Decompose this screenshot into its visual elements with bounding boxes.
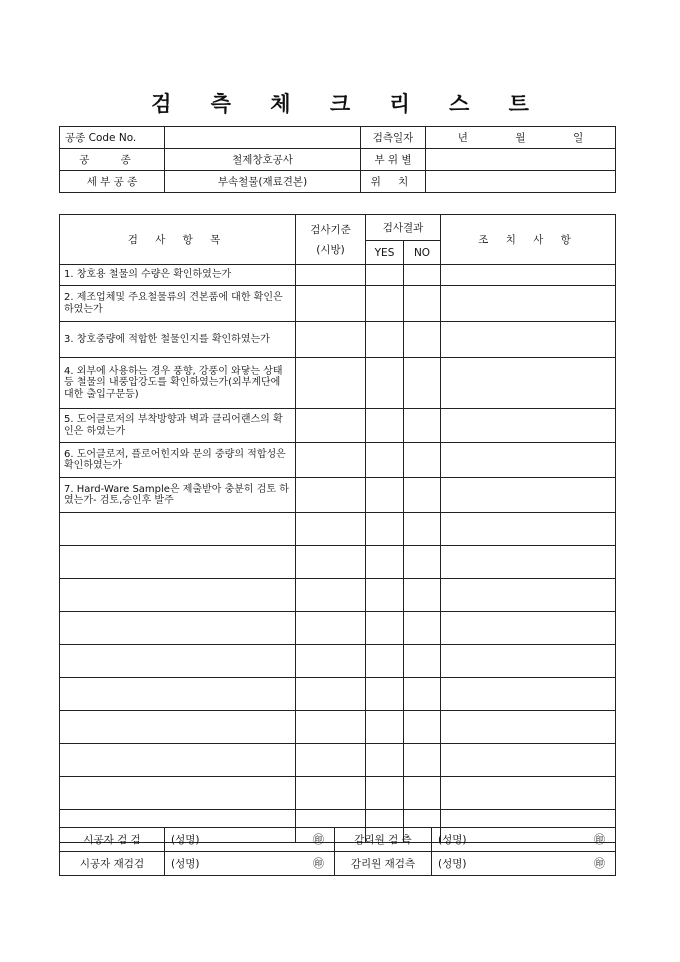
- inspection-date-label: 검측일자: [361, 127, 426, 149]
- yes-cell[interactable]: [366, 612, 404, 645]
- action-cell[interactable]: [441, 358, 616, 409]
- supervisor-reinspect-label: 감리원 재검측: [335, 852, 432, 876]
- no-cell[interactable]: [404, 711, 441, 744]
- check-item-4: 4. 외부에 사용하는 경우 풍향, 강풍이 와닿는 상태등 철물의 내풍압강도를 확인하였는가(외부계단에 대한 출입구문등): [60, 358, 296, 409]
- standard-cell[interactable]: [296, 546, 366, 579]
- table-row: [60, 409, 616, 443]
- no-cell[interactable]: [404, 286, 441, 322]
- item-cell[interactable]: [60, 711, 296, 744]
- action-cell[interactable]: [441, 612, 616, 645]
- supervisor-inspect-sign[interactable]: [432, 828, 616, 852]
- info-table: [59, 126, 616, 193]
- table-row: [60, 443, 616, 478]
- action-cell[interactable]: [441, 777, 616, 810]
- action-cell[interactable]: [441, 513, 616, 546]
- standard-cell[interactable]: [296, 579, 366, 612]
- no-cell[interactable]: [404, 777, 441, 810]
- detail-trade-label: 세 부 공 종: [60, 171, 165, 193]
- standard-cell[interactable]: [296, 358, 366, 409]
- name-placeholder: (성명): [438, 833, 467, 846]
- seal-icon: ㊞: [313, 832, 324, 846]
- work-code-label: 공종 Code No.: [60, 127, 165, 149]
- yes-cell[interactable]: [366, 358, 404, 409]
- no-cell[interactable]: [404, 612, 441, 645]
- check-item-1: 1. 창호용 철물의 수량은 확인하였는가: [60, 265, 296, 286]
- action-cell[interactable]: [441, 711, 616, 744]
- no-cell[interactable]: [404, 322, 441, 358]
- seal-icon: ㊞: [594, 856, 605, 870]
- check-item-7: 7. Hard-Ware Sample은 제출받아 충분히 검토 하였는가- 검토,승인후 발주: [60, 478, 296, 513]
- inspection-date-value[interactable]: [426, 127, 616, 149]
- standard-cell[interactable]: [296, 478, 366, 513]
- no-cell[interactable]: [404, 744, 441, 777]
- yes-cell[interactable]: [366, 711, 404, 744]
- action-cell[interactable]: [441, 265, 616, 286]
- check-item-5: 5. 도어클로저의 부착방향과 벽과 클리어랜스의 확인은 하였는가: [60, 409, 296, 443]
- name-placeholder: (성명): [171, 857, 200, 870]
- yes-cell[interactable]: [366, 777, 404, 810]
- detail-trade-value[interactable]: 부속철물(재료견본): [165, 171, 361, 193]
- header-yes: YES: [366, 241, 404, 265]
- standard-cell[interactable]: [296, 777, 366, 810]
- date-day: 일: [573, 131, 584, 144]
- standard-cell[interactable]: [296, 286, 366, 322]
- table-row: [60, 744, 616, 777]
- item-cell[interactable]: [60, 777, 296, 810]
- yes-cell[interactable]: [366, 478, 404, 513]
- supervisor-reinspect-sign[interactable]: [432, 852, 616, 876]
- table-row: [60, 678, 616, 711]
- seal-icon: ㊞: [313, 856, 324, 870]
- table-row: [60, 645, 616, 678]
- standard-cell[interactable]: [296, 711, 366, 744]
- date-month: 월: [515, 131, 526, 144]
- name-placeholder: (성명): [171, 833, 200, 846]
- name-placeholder: (성명): [438, 857, 467, 870]
- check-item-2: 2. 제조업체및 주요철물류의 견본품에 대한 확인은 하였는가: [60, 286, 296, 322]
- standard-cell[interactable]: [296, 265, 366, 286]
- yes-cell[interactable]: [366, 546, 404, 579]
- trade-value[interactable]: 철제창호공사: [165, 149, 361, 171]
- action-cell[interactable]: [441, 744, 616, 777]
- standard-cell[interactable]: [296, 612, 366, 645]
- no-cell[interactable]: [404, 546, 441, 579]
- seal-icon: ㊞: [594, 832, 605, 846]
- action-cell[interactable]: [441, 443, 616, 478]
- yes-cell[interactable]: [366, 409, 404, 443]
- no-cell[interactable]: [404, 443, 441, 478]
- item-cell[interactable]: [60, 678, 296, 711]
- item-cell[interactable]: [60, 645, 296, 678]
- contractor-reinspect-sign[interactable]: [165, 852, 335, 876]
- work-code-value[interactable]: [165, 127, 361, 149]
- no-cell[interactable]: [404, 409, 441, 443]
- item-cell[interactable]: [60, 513, 296, 546]
- no-cell[interactable]: [404, 478, 441, 513]
- table-row: [60, 286, 616, 322]
- standard-cell[interactable]: [296, 443, 366, 478]
- action-cell[interactable]: [441, 645, 616, 678]
- action-cell[interactable]: [441, 409, 616, 443]
- position-label: 위 치: [361, 171, 426, 193]
- table-row: [60, 546, 616, 579]
- trade-label: 공 종: [60, 149, 165, 171]
- check-item-3: 3. 창호중량에 적합한 철물인지를 확인하였는가: [60, 322, 296, 358]
- header-standard-sub: (시방): [316, 243, 345, 256]
- action-cell[interactable]: [441, 678, 616, 711]
- standard-cell[interactable]: [296, 645, 366, 678]
- yes-cell[interactable]: [366, 286, 404, 322]
- checklist-table: [59, 214, 616, 843]
- header-no: NO: [404, 241, 441, 265]
- no-cell[interactable]: [404, 513, 441, 546]
- table-row: [60, 711, 616, 744]
- standard-cell[interactable]: [296, 744, 366, 777]
- action-cell[interactable]: [441, 579, 616, 612]
- contractor-inspect-sign[interactable]: [165, 828, 335, 852]
- item-cell[interactable]: [60, 744, 296, 777]
- no-cell[interactable]: [404, 358, 441, 409]
- table-row: [60, 579, 616, 612]
- contractor-inspect-label: 시공자 검 검: [60, 828, 165, 852]
- no-cell[interactable]: [404, 579, 441, 612]
- header-action: 조 치 사 항: [441, 215, 616, 265]
- standard-cell[interactable]: [296, 513, 366, 546]
- item-cell[interactable]: [60, 612, 296, 645]
- table-row: [60, 322, 616, 358]
- location-part-label: 부 위 별: [361, 149, 426, 171]
- contractor-reinspect-label: 시공자 재검검: [60, 852, 165, 876]
- location-part-value[interactable]: [426, 149, 616, 171]
- item-cell[interactable]: [60, 546, 296, 579]
- table-row: [60, 513, 616, 546]
- header-standard-label: 검사기준: [310, 223, 351, 236]
- yes-cell[interactable]: [366, 513, 404, 546]
- table-row: [60, 478, 616, 513]
- position-value[interactable]: [426, 171, 616, 193]
- item-cell[interactable]: [60, 579, 296, 612]
- yes-cell[interactable]: [366, 443, 404, 478]
- header-items: 검 사 항 목: [60, 215, 296, 265]
- action-cell[interactable]: [441, 478, 616, 513]
- no-cell[interactable]: [404, 678, 441, 711]
- header-result: 검사결과: [366, 215, 441, 241]
- table-row: [60, 358, 616, 409]
- no-cell[interactable]: [404, 645, 441, 678]
- supervisor-inspect-label: 감리원 검 측: [335, 828, 432, 852]
- date-year: 년: [457, 131, 468, 144]
- table-row: [60, 265, 616, 286]
- action-cell[interactable]: [441, 546, 616, 579]
- standard-cell[interactable]: [296, 322, 366, 358]
- yes-cell[interactable]: [366, 678, 404, 711]
- yes-cell[interactable]: [366, 579, 404, 612]
- action-cell[interactable]: [441, 286, 616, 322]
- standard-cell[interactable]: [296, 678, 366, 711]
- yes-cell[interactable]: [366, 322, 404, 358]
- check-item-6: 6. 도어클로저, 플로어힌지와 문의 중량의 적합성은 확인하였는가: [60, 443, 296, 478]
- no-cell[interactable]: [404, 265, 441, 286]
- document-title: 검 측 체 크 리 스 트: [151, 91, 545, 116]
- action-cell[interactable]: [441, 322, 616, 358]
- header-standard: [296, 215, 366, 265]
- yes-cell[interactable]: [366, 265, 404, 286]
- yes-cell[interactable]: [366, 744, 404, 777]
- signature-table: [59, 827, 616, 876]
- table-row: [60, 612, 616, 645]
- table-row: [60, 777, 616, 810]
- yes-cell[interactable]: [366, 645, 404, 678]
- standard-cell[interactable]: [296, 409, 366, 443]
